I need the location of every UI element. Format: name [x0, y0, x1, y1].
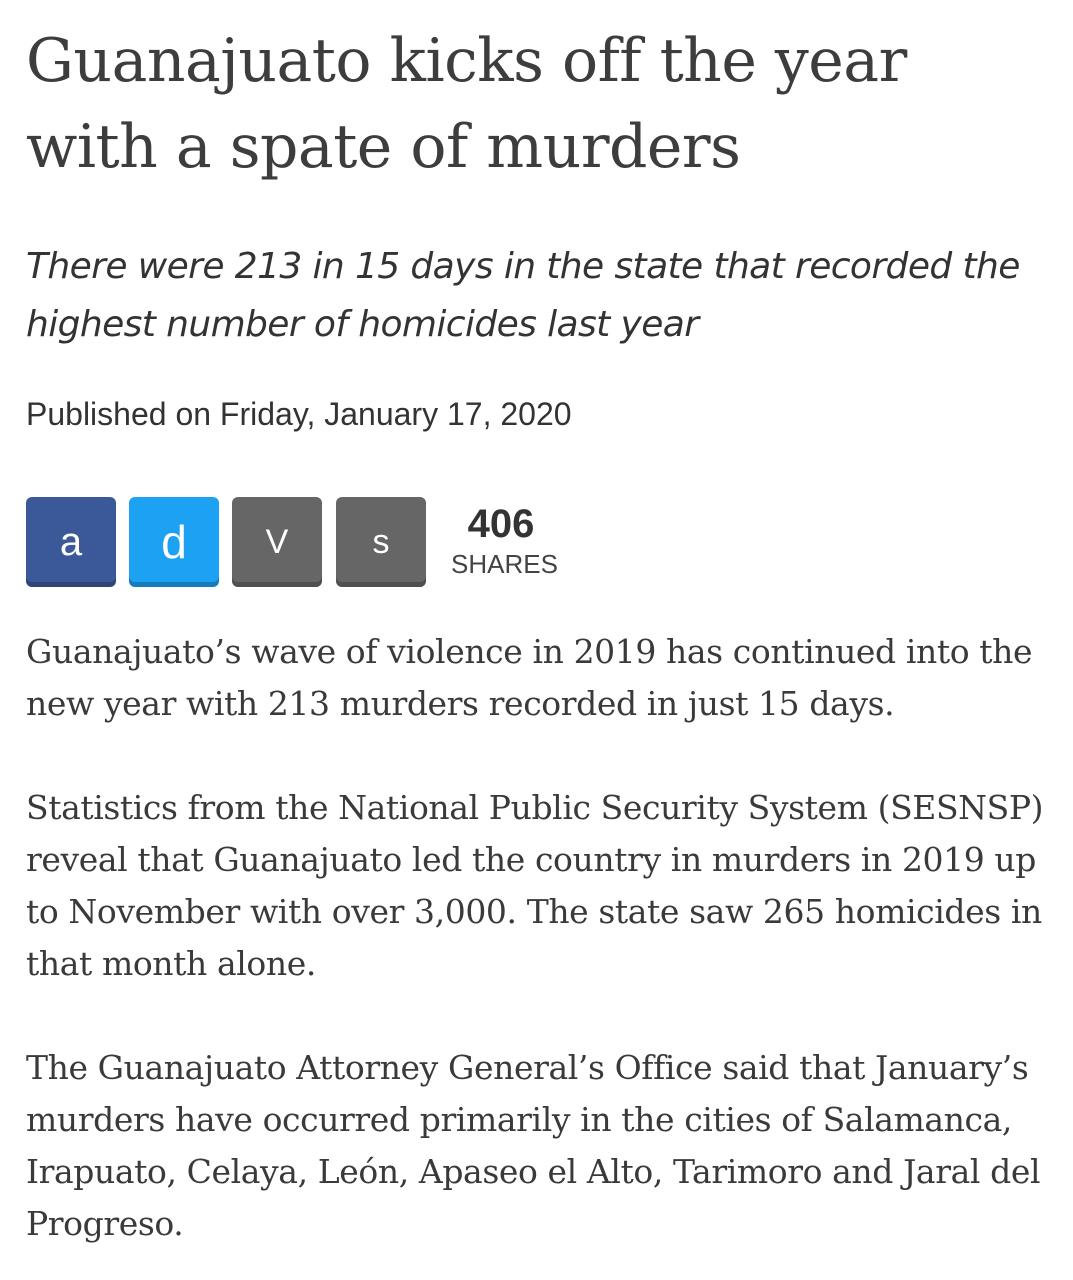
article-headline: Guanajuato kicks off the year with a spate of murders — [26, 26, 907, 182]
via-share-button[interactable]: V — [232, 497, 322, 587]
facebook-share-button[interactable]: a — [26, 497, 116, 587]
article-paragraph-1: Guanajuato’s wave of violence in 2019 has continued into the new year with 213 murders recorded in just 15 days. — [26, 632, 1033, 723]
share-bar — [26, 497, 626, 589]
article-paragraph-3: The Guanajuato Attorney General’s Office said that January’s murders have occurred primarily in the cities of Salamanca, Irapuato, Celaya, León, Apaseo el Alto, Tarimoro and Jaral del Progreso. — [26, 1048, 1041, 1243]
publish-date: Published on Friday, January 17, 2020 — [26, 396, 572, 432]
share-count-number: 406 — [467, 502, 535, 546]
twitter-share-button[interactable]: d — [129, 497, 219, 587]
article-subhead: There were 213 in 15 days in the state that recorded the highest number of homicides last year — [26, 246, 1020, 345]
article-paragraph-2: Statistics from the National Public Security System (SESNSP) reveal that Guanajuato led the country in murders in 2019 up to November with over 3,000. The state saw 265 homicides in that month alone. — [26, 788, 1044, 983]
share-count-label: SHARES — [451, 549, 558, 579]
more-share-button[interactable]: s — [336, 497, 426, 587]
share-count — [451, 501, 558, 581]
